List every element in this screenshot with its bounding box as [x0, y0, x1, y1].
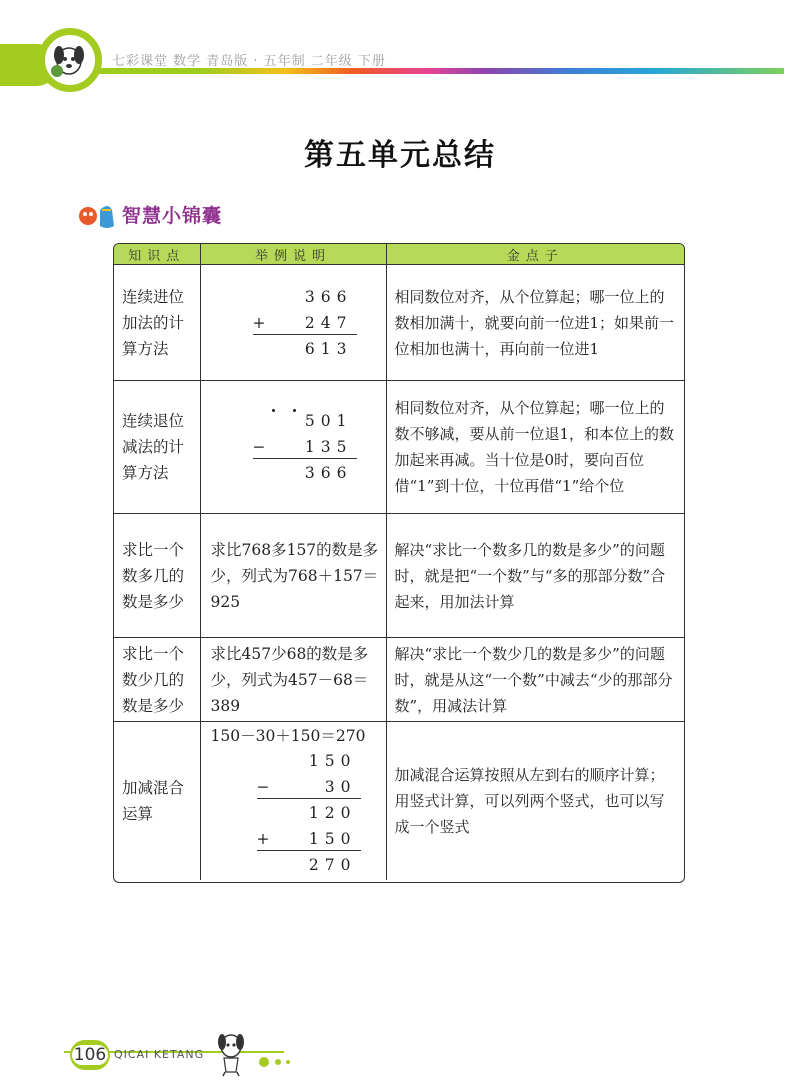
example-text: 求比457少68的数是多少，列式为457－68＝389: [210, 644, 369, 715]
calc-operator: +: [256, 829, 270, 848]
table-header-row: [114, 244, 684, 265]
knowledge-point: 连续进位加法的计算方法: [122, 287, 185, 358]
vertical-calc-addition: [200, 265, 386, 381]
calc-intermediate: 120: [308, 803, 357, 822]
table-row: [114, 381, 684, 514]
calc-result: 366: [304, 464, 353, 482]
calc-operator: −: [252, 438, 266, 456]
knowledge-point: 连续退位减法的计算方法: [114, 381, 200, 514]
knowledge-point: 加减混合运算: [114, 722, 200, 880]
page-title: 第五单元总结: [304, 138, 496, 173]
calc-operator: +: [252, 313, 266, 332]
table-row: [114, 514, 684, 638]
header-knowledge-point: 知识点: [114, 244, 200, 265]
calc-operand: 135: [304, 438, 353, 456]
footer-brand: QICAI KETANG: [114, 1048, 205, 1061]
calc-operand: 30: [324, 777, 357, 796]
tip-text: 解决“求比一个数少几的数是多少”的问题时，就是从这“一个数”中减去“少的那部分数”，用减法计算: [386, 638, 684, 722]
table-row: [114, 638, 684, 722]
lucky-bag-icon: [78, 200, 118, 230]
tip-text: 解决“求比一个数多几的数是多少”的问题时，就是把“一个数”与“多的那部分数”合起来，用加法计算: [386, 514, 684, 638]
tip-text: 相同数位对齐，从个位算起；哪一位上的数不够减，要从前一位退1，和本位上的数加起来再减。当十位是0时，要向百位借“1”到十位，十位再借“1”给个位: [386, 381, 684, 514]
example-cell: [200, 514, 386, 638]
header-tip: 金点子: [386, 244, 684, 265]
summary-table: [113, 243, 685, 883]
section-title: 智慧小锦囊: [122, 205, 223, 227]
tip-text: 加减混合运算按照从左到右的顺序计算；用竖式计算，可以列两个竖式，也可以写成一个竖式: [386, 722, 684, 880]
calc-operand: 366: [304, 287, 353, 306]
calc-result: 270: [308, 855, 357, 874]
mascot-footer-icon: [214, 1030, 248, 1078]
vertical-calc-subtraction: [200, 381, 386, 514]
page-number-text: 106: [73, 1045, 107, 1065]
vertical-calc-mixed: [200, 722, 386, 880]
knowledge-point: 求比一个数多几的数是多少: [114, 514, 200, 638]
tip-text: 相同数位对齐，从个位算起；哪一位上的数相加满十，就要向前一位进1；如果前一位相加也满十，再向前一位进1: [386, 265, 684, 381]
calc-operand: 150: [308, 829, 357, 848]
knowledge-point: 求比一个数少几的数是多少: [114, 638, 200, 722]
page-number: [70, 1040, 110, 1070]
equation-text: 150－30＋150＝270: [210, 726, 366, 745]
calc-result: 613: [304, 339, 353, 358]
calc-operator: −: [256, 777, 270, 796]
calc-operand: 247: [304, 313, 353, 332]
series-title: 七彩课堂 数学 青岛版 · 五年制 二年级 下册: [112, 54, 386, 69]
calc-operand: 501: [304, 412, 353, 430]
table-row: [114, 265, 684, 381]
calc-operand: 150: [308, 751, 357, 770]
header-logo-circle: [38, 28, 102, 92]
dog-mascot-icon: [252, 1046, 312, 1082]
example-text: 求比768多157的数是多少，列式为768＋157＝925: [210, 540, 379, 611]
header-example: 举例说明: [200, 244, 386, 265]
example-cell: [200, 638, 386, 722]
dog-mascot-icon: [45, 35, 95, 85]
table-row: [114, 722, 684, 880]
